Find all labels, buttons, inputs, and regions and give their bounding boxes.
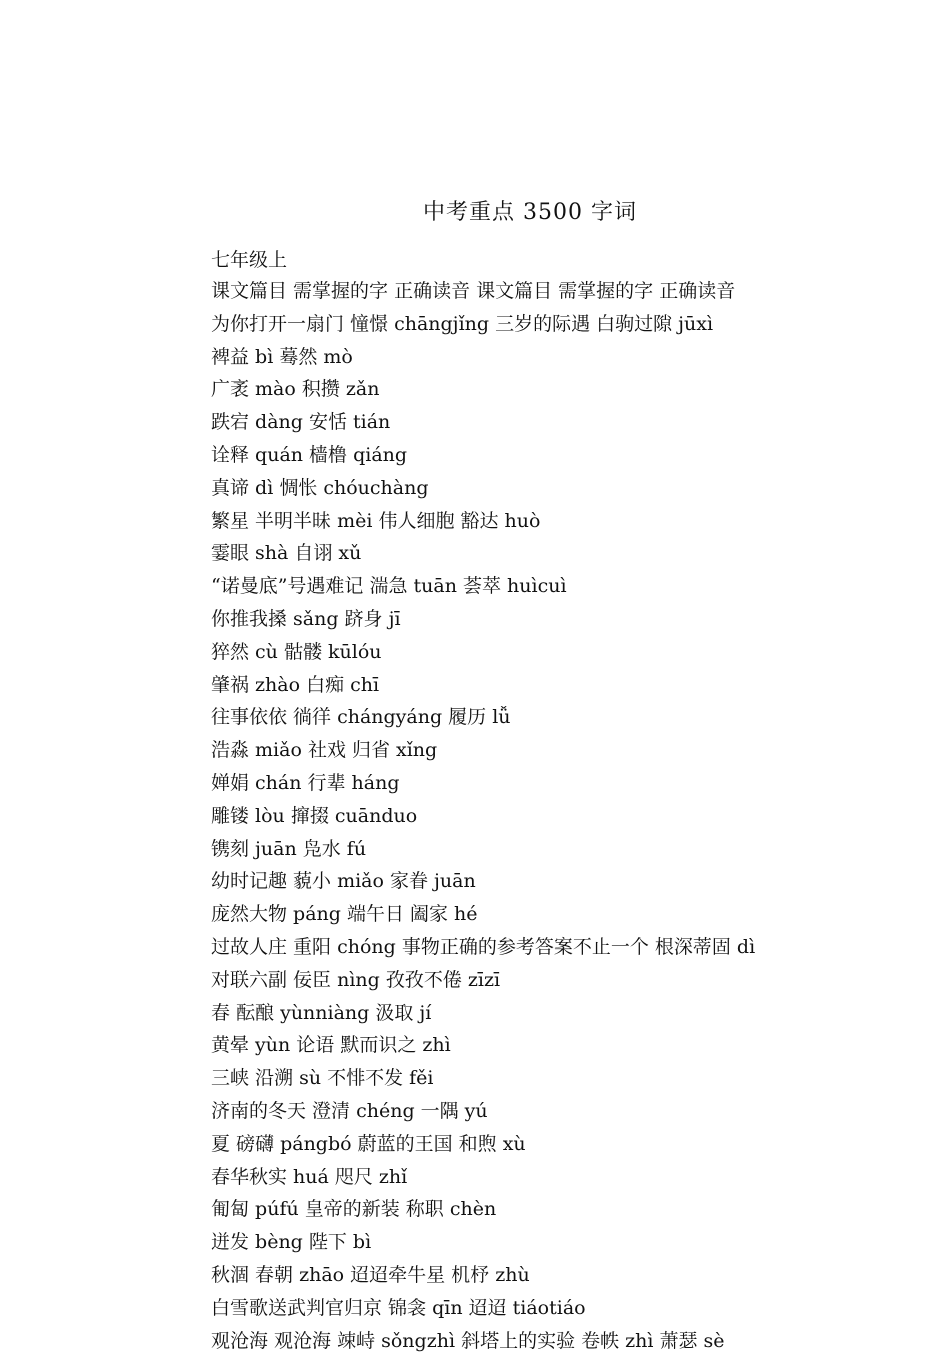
vocabulary-line: 雕镂 lòu 撺掇 cuānduo [211, 803, 941, 836]
vocabulary-line: 镌刻 juān 凫水 fú [211, 836, 941, 869]
vocabulary-line: 济南的冬天 澄清 chéng 一隅 yú [211, 1098, 941, 1131]
vocabulary-line: 诠释 quán 樯橹 qiáng [211, 442, 941, 475]
vocabulary-line: 你推我搡 sǎng 跻身 jī [211, 606, 941, 639]
page-title: 中考重点 3500 字词 [0, 195, 950, 226]
vocabulary-line: 春 酝酿 yùnniàng 汲取 jí [211, 1000, 941, 1033]
vocabulary-line: 春华秋实 huá 咫尺 zhǐ [211, 1164, 941, 1197]
vocabulary-line: 幼时记趣 藐小 miǎo 家眷 juān [211, 868, 941, 901]
vocabulary-line: 肇祸 zhào 白痴 chī [211, 672, 941, 705]
vocabulary-line: 三峡 沿溯 sù 不悱不发 fěi [211, 1065, 941, 1098]
vocabulary-line: 对联六副 佞臣 nìng 孜孜不倦 zīzī [211, 967, 941, 1000]
grade-heading: 七年级上 [211, 245, 287, 272]
vocabulary-list [211, 278, 941, 1360]
vocabulary-line: 广袤 mào 积攒 zǎn [211, 376, 941, 409]
vocabulary-line: 庞然大物 páng 端午日 阖家 hé [211, 901, 941, 934]
vocabulary-line: 繁星 半明半昧 mèi 伟人细胞 豁达 huò [211, 508, 941, 541]
vocabulary-line: 过故人庄 重阳 chóng 事物正确的参考答案不止一个 根深蒂固 dì [211, 934, 941, 967]
vocabulary-line: 秋涸 春朝 zhāo 迢迢牵牛星 机杼 zhù [211, 1262, 941, 1295]
vocabulary-line: 迸发 bèng 陛下 bì [211, 1229, 941, 1262]
vocabulary-line: 夏 磅礴 pángbó 蔚蓝的王国 和煦 xù [211, 1131, 941, 1164]
vocabulary-line: 跌宕 dàng 安恬 tián [211, 409, 941, 442]
vocabulary-line: 猝然 cù 骷髅 kūlóu [211, 639, 941, 672]
vocabulary-line: 霎眼 shà 自诩 xǔ [211, 540, 941, 573]
vocabulary-line: 浩淼 miǎo 社戏 归省 xǐng [211, 737, 941, 770]
vocabulary-line: 观沧海 观沧海 竦峙 sǒngzhì 斜塔上的实验 卷帙 zhì 萧瑟 sè [211, 1328, 941, 1360]
vocabulary-line: 婵娟 chán 行辈 háng [211, 770, 941, 803]
vocabulary-line: 真谛 dì 惆怅 chóuchàng [211, 475, 941, 508]
vocabulary-line: 裨益 bì 蓦然 mò [211, 344, 941, 377]
vocabulary-line: 为你打开一扇门 憧憬 chāngjǐng 三岁的际遇 白驹过隙 jūxì [211, 311, 941, 344]
vocabulary-line: 课文篇目 需掌握的字 正确读音 课文篇目 需掌握的字 正确读音 [211, 278, 941, 311]
vocabulary-line: 黄晕 yùn 论语 默而识之 zhì [211, 1032, 941, 1065]
vocabulary-line: “诺曼底”号遇难记 湍急 tuān 荟萃 huìcuì [211, 573, 941, 606]
vocabulary-line: 匍匐 púfú 皇帝的新装 称职 chèn [211, 1196, 941, 1229]
vocabulary-line: 白雪歌送武判官归京 锦衾 qīn 迢迢 tiáotiáo [211, 1295, 941, 1328]
vocabulary-line: 往事依依 徜徉 chángyáng 履历 lǚ [211, 704, 941, 737]
